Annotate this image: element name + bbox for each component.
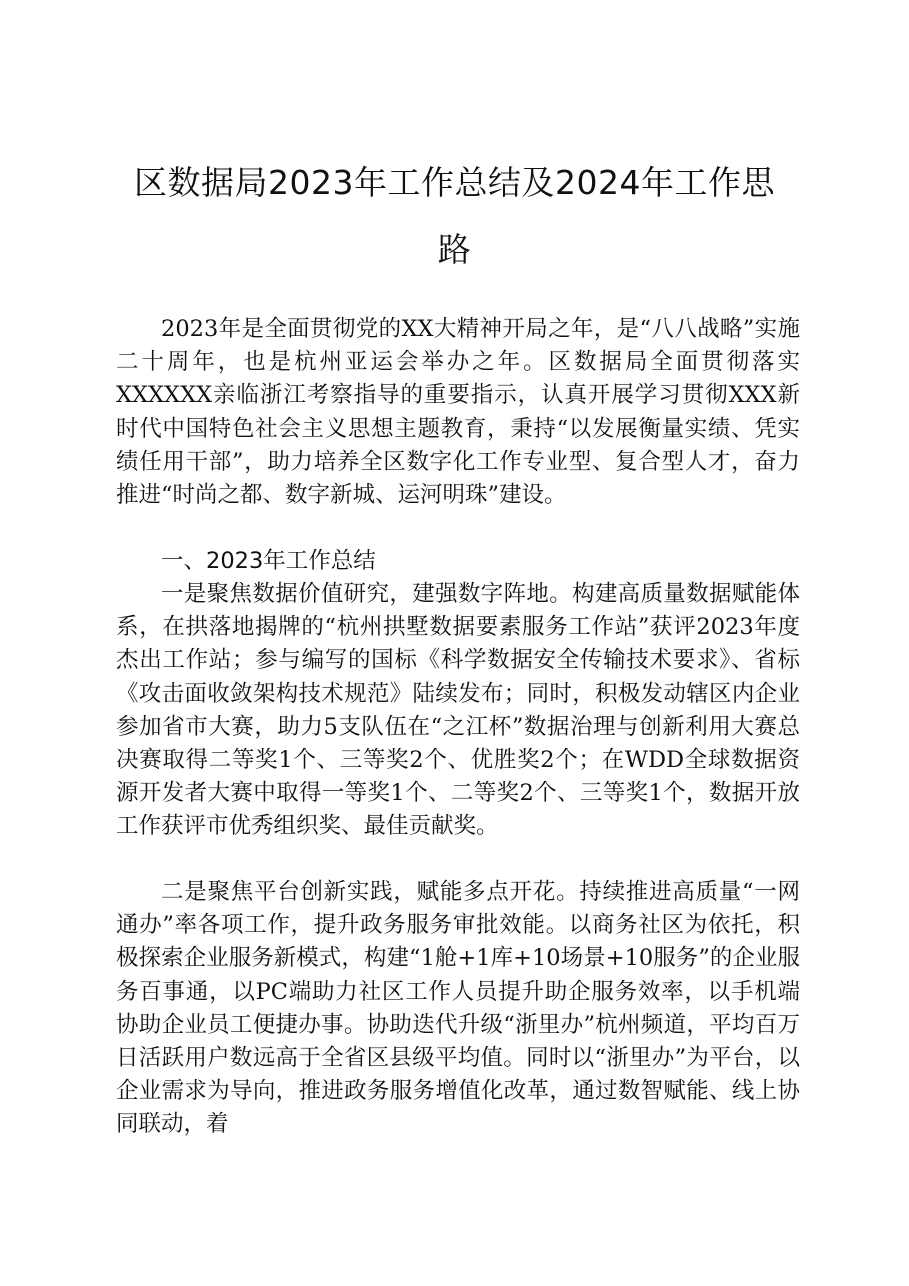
document-title-continued: 路 [437, 230, 472, 269]
section-heading [116, 545, 800, 578]
paragraph-text: 一是聚焦数据价值研究，建强数字阵地。构建高质量数据赋能体系，在拱落地揭牌的“杭州拱墅数据要素服务工作站”获评2023年度杰出工作站；参与编写的国标《科学数据安全传输技术要求》、省标《攻击面收敛架构技术规范》陆续发布；同时，积极发动辖区内企业参加省市大赛，助力5支队伍在“之江杯”数据治理与创新利用大赛总决赛取得二等奖1个、三等奖2个、优胜奖2个；在WDD全球数据资源开发者大赛中取得一等奖1个、二等奖2个、三等奖1个，数据开放工作获评市优秀组织奖、最佳贡献奖。 [116, 581, 800, 840]
section-heading-text: 一、2023年工作总结 [161, 548, 376, 574]
paragraph-text: 二是聚焦平台创新实践，赋能多点开花。持续推进高质量“一网通办”率各项工作，提升政务服务审批效能。以商务社区为依托，积极探索企业服务新模式，构建“1舱+1库+10场景+10服务”的企业服务百事通，以PC端助力社区工作人员提升助企服务效率，以手机端协助企业员工便捷办事。协助迭代升级“浙里办”杭州频道，平均百万日活跃用户数远高于全省区县级平均值。同时以“浙里办”为平台，以企业需求为导向，推进政务服务增值化改革，通过数智赋能、线上协同联动，着 [116, 879, 800, 1138]
paragraph-platform-innovation [116, 876, 800, 1142]
intro-text: 2023年是全面贯彻党的XX大精神开局之年，是“八八战略”实施二十周年，也是杭州亚运会举办之年。区数据局全面贯彻落实XXXXXX亲临浙江考察指导的重要指示，认真开展学习贯彻XXX新时代中国特色社会主义思想主题教育，秉持“以发展衡量实绩、凭实绩任用干部”，助力培养全区数字化工作专业型、复合型人才，奋力推进“时尚之都、数字新城、运河明珠”建设。 [116, 316, 800, 509]
document-title: 区数据局2023年工作总结及2024年工作思 [134, 163, 775, 202]
paragraph-data-value [116, 578, 800, 844]
intro-paragraph [116, 313, 800, 512]
